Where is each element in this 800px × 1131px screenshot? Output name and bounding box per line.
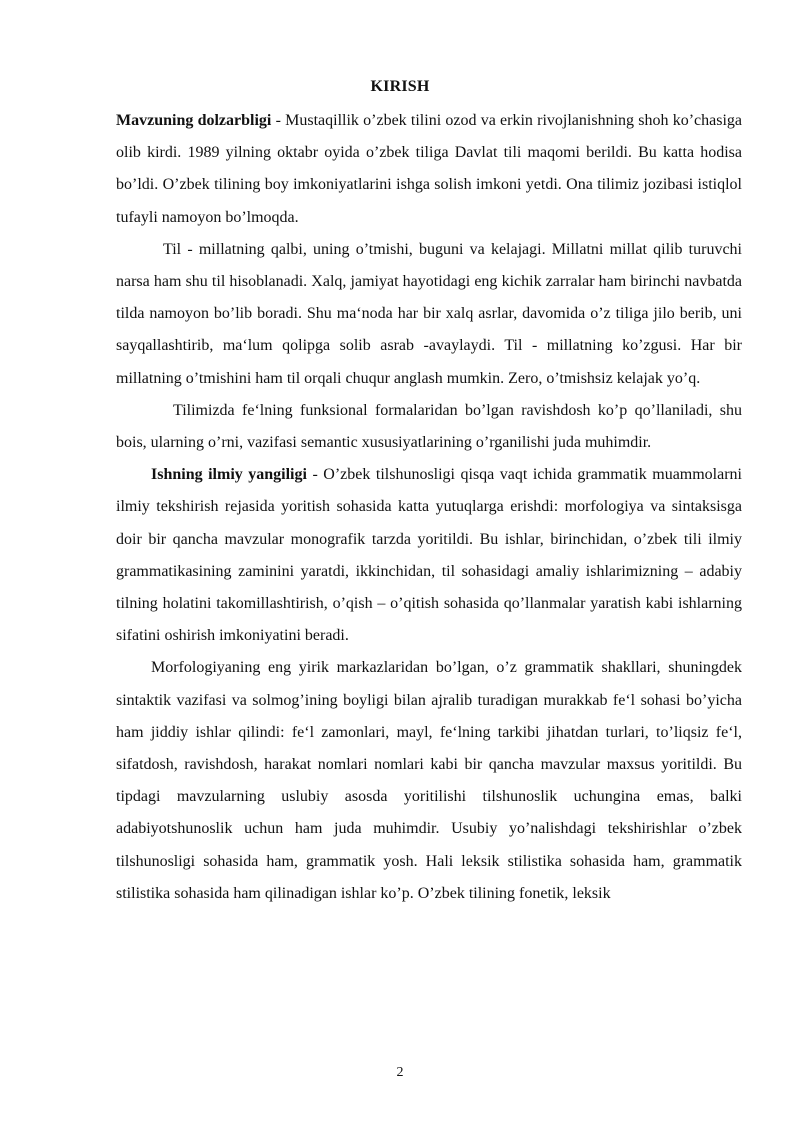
paragraph-text: - O’zbek tilshunosligi qisqa vaqt ichida grammatik muammolarni ilmiy tekshirish rejasida yoritish sohasida katta yutuqlarga erishdi: morfologiya va sintaksisga doir bir qancha mavzular monografik tarzda yoritildi. Bu ishlar, birinchidan, o’zbek tili ilmiy grammatikasining zaminini yaratdi, ikkinchidan, til sohasidagi amaliy ishlarimizning – adabiy tilning holatini takomillashtirish, o’qish – o’qitish sohasida qo’llanmalar yaratish kabi ishlarning sifatini oshirish imkoniyatini beradi. xyxy=(116,466,743,645)
paragraph-adverbial: Tilimizda fe‘lning funksional formalaridan bo’lgan ravishdosh ko’p qo’llaniladi, shu bois, ularning o’rni, vazifasi semantic xususiyatlarining o’rganilishi juda muhimdir. xyxy=(116,401,742,452)
page-number: 2 xyxy=(396,1065,404,1080)
paragraph-morphology: Morfologiyaning eng yirik markazlaridan bo’lgan, o’z grammatik shakllari, shuningdek sintaktik vazifasi va solmog’ining boyligi bilan ajralib turadigan murakkab fe‘l sohasi bo’yicha ham jiddiy ishlar qilindi: fe‘l zamonlari, mayl, fe‘lning tarkibi jihatdan turlari, to’liqsiz fe‘l, sifatdosh, ravishdosh, harakat nomlari nomlari kabi bir qancha mavzular maxsus yoritildi. Bu tipdagi mavzularning uslubiy asosda yoritilishi tilshunoslik uchungina emas, balki adabiyotshunoslik uchun ham juda muhimdir. Usubiy yo’nalishdagi tekshirishlar o’zbek tilshunosligi sohasida ham, grammatik yosh. Hali leksik stilistika sohasida ham, grammatik stilistika sohasida ham qilinadigan ishlar ko’p. O’zbek tilining fonetik, leksik xyxy=(116,659,742,902)
body-text xyxy=(116,105,742,910)
paragraph-language: Til - millatning qalbi, uning o’tmishi, buguni va kelajagi. Millatni millat qilib turuvchi narsa ham shu til hisoblanadi. Xalq, jamiyat hayotidagi eng kichik zarralar ham birinchi navbatda tilda namoyon bo’lib boradi. Shu ma‘noda har bir xalq asrlar, davomida o’z tiliga jilo berib, uni sayqallashtirib, ma‘lum qolipga solib asrab -avaylaydi. Til - millatning ko’zgusi. Har bir millatning o’tmishini ham til orqali chuqur anglash mumkin. Zero, o’tmishsiz kelajak yo’q. xyxy=(116,240,742,387)
paragraph-lead: Mavzuning dolzarbligi xyxy=(116,112,272,129)
paragraph-text: - Mustaqillik o’zbek tilini ozod va erkin rivojlanishning shoh ko’chasiga olib kirdi. 1989 yilning oktabr oyida o’zbek tiliga Davlat tili maqomi berildi. Bu katta hodisa bo’ldi. O’zbek tilining boy imkoniyatlarini ishga solish imkoni yetdi. Ona tilimiz jozibasi istiqlol tufayli namoyon bo’lmoqda. xyxy=(116,112,743,226)
paragraph-lead: Ishning ilmiy yangiligi xyxy=(151,466,307,484)
paragraph-novelty xyxy=(116,459,742,652)
paragraph-relevance xyxy=(116,105,742,234)
page-title: KIRISH xyxy=(370,78,430,95)
